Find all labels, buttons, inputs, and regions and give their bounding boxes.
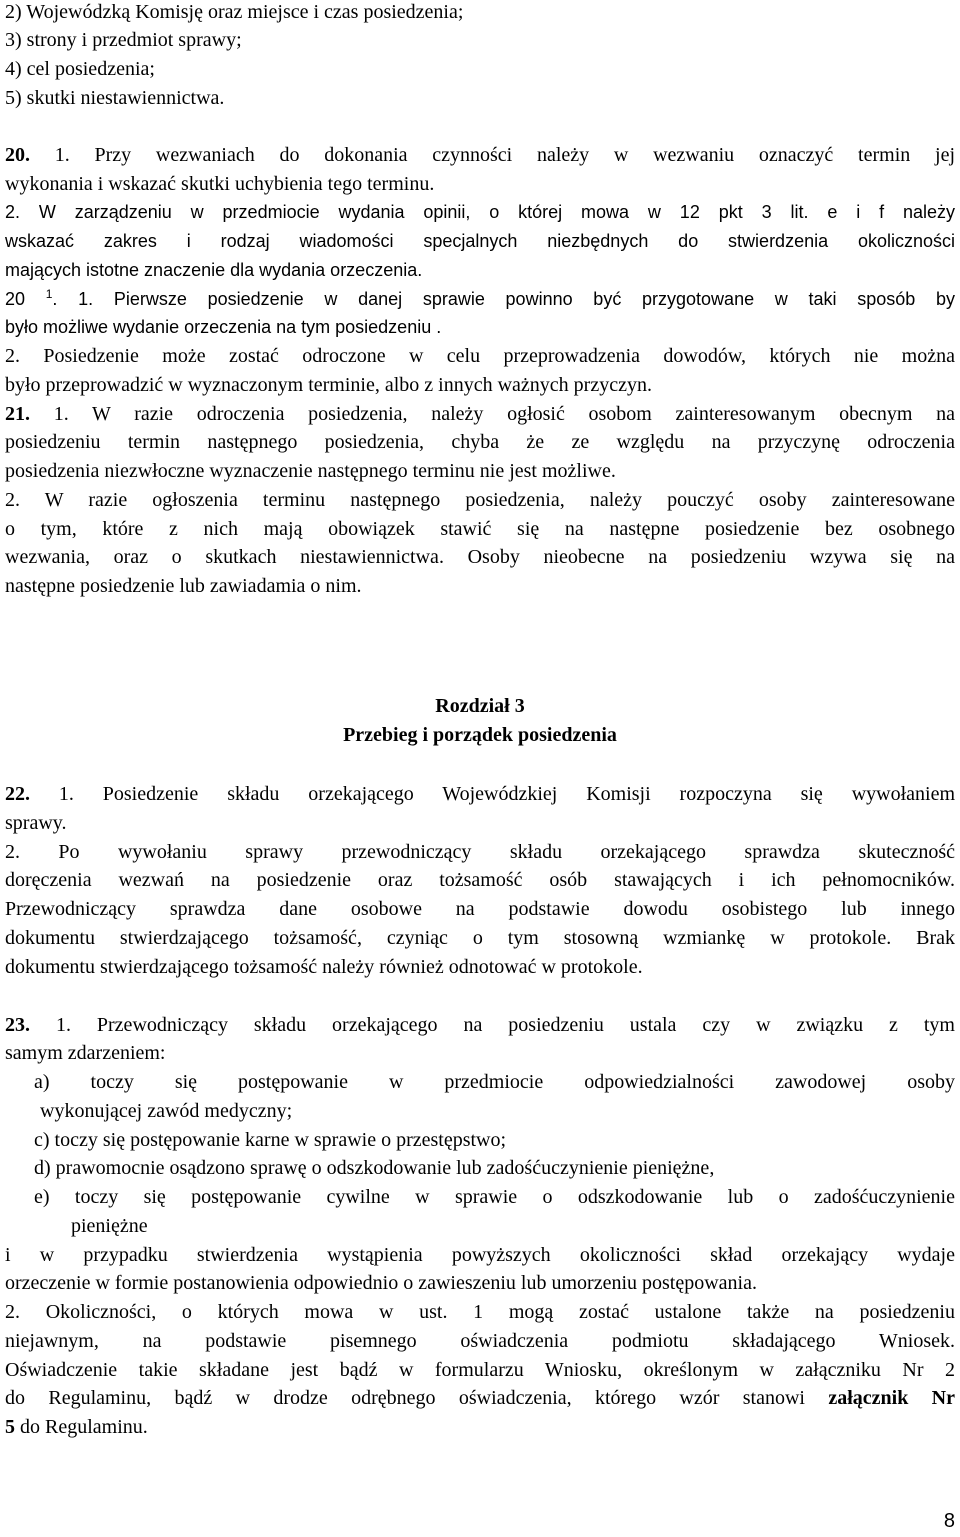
paragraph-line: Przewodniczący sprawdza dane osobowe na podstawie dowodu osobistego lub innego	[5, 898, 955, 920]
paragraph-line: doręczenia wezwań na posiedzenie oraz tożsamość osób stawających i ich pełnomocników.	[5, 869, 955, 891]
paragraph-line: posiedzeniu termin następnego posiedzenia, chyba że ze względu na przyczynę odroczenia	[5, 431, 955, 453]
paragraph-line: dokumentu stwierdzającego tożsamość, czyniąc o tym stosowną wzmiankę w protokole. Brak	[5, 927, 955, 949]
list-item: wykonującej zawód medyczny;	[40, 1100, 293, 1122]
paragraph-line: 2. W razie ogłoszenia terminu następnego posiedzenia, należy pouczyć osoby zainteresowane	[5, 489, 955, 511]
paragraph-line: 20. 1. Przy wezwaniach do dokonania czynności należy w wezwaniu oznaczyć termin jej	[5, 144, 955, 166]
paragraph-line: wykonania i wskazać skutki uchybienia tego terminu.	[5, 173, 435, 195]
list-item: a) toczy się postępowanie w przedmiocie odpowiedzialności zawodowej osoby	[34, 1071, 955, 1093]
paragraph-line: było możliwe wydanie orzeczenia na tym posiedzeniu .	[5, 317, 442, 337]
paragraph-line: dokumentu stwierdzającego tożsamość należy również odnotować w protokole.	[5, 956, 643, 978]
paragraph-line: następne posiedzenie lub zawiadamia o nim.	[5, 575, 362, 597]
paragraph-line: do Regulaminu, bądź w drodze odrębnego oświadczenia, którego wzór stanowi załącznik Nr	[5, 1387, 955, 1409]
section-number: 21.	[5, 403, 54, 425]
paragraph-line: mających istotne znaczenie dla wydania orzeczenia.	[5, 260, 423, 280]
section-number: 20	[5, 289, 46, 309]
section-superscript: 1	[45, 287, 53, 301]
page-number: 8	[943, 1510, 955, 1532]
paragraph-line: 2. Okoliczności, o których mowa w ust. 1 mogą zostać ustalone także na posiedzeniu	[5, 1301, 955, 1323]
list-item: 4) cel posiedzenia;	[5, 58, 155, 80]
attachment-reference: 5	[5, 1416, 15, 1438]
paragraph-line: 2. Posiedzenie może zostać odroczone w celu przeprowadzenia dowodów, których nie można	[5, 345, 955, 367]
list-item: 3) strony i przedmiot sprawy;	[5, 29, 242, 51]
chapter-subtitle: Przebieg i porządek posiedzenia	[343, 724, 617, 746]
paragraph-line: 22. 1. Posiedzenie składu orzekającego Wojewódzkiej Komisji rozpoczyna się wywołaniem	[5, 783, 956, 805]
paragraph-line: 2. Po wywołaniu sprawy przewodniczący składu orzekającego sprawdza skuteczność	[5, 841, 955, 863]
paragraph-line: 23. 1. Przewodniczący składu orzekającego na posiedzeniu ustala czy w związku z tym	[5, 1014, 955, 1036]
paragraph-line: wezwania, oraz o skutkach niestawiennictwa. Osoby nieobecne na posiedzeniu wzywa się na	[5, 546, 955, 568]
paragraph-line: 2. W zarządzeniu w przedmiocie wydania opinii, o której mowa w 12 pkt 3 lit. e i f należy	[5, 202, 955, 222]
paragraph-line: 20 $^1$. 1. Pierwsze posiedzenie w danej sprawie powinno być przygotowane w taki sposób by	[5, 287, 955, 309]
paragraph-line: niejawnym, na podstawie pisemnego oświadczenia podmiotu składającego Wniosek.	[5, 1330, 955, 1352]
list-item: 5) skutki niestawiennictwa.	[5, 87, 225, 109]
section-number: 23.	[5, 1014, 56, 1036]
paragraph-line: sprawy.	[5, 812, 67, 834]
list-item: 2) Wojewódzką Komisję oraz miejsce i czas posiedzenia;	[5, 1, 464, 23]
paragraph-line: 21. 1. W razie odroczenia posiedzenia, należy ogłosić osobom zainteresowanym obecnym na	[5, 403, 956, 425]
paragraph-line: i w przypadku stwierdzenia wystąpienia powyższych okoliczności skład orzekający wydaje	[5, 1244, 955, 1266]
list-item: pieniężne	[71, 1215, 148, 1237]
paragraph-line: orzeczenie w formie postanowienia odpowiednio o zawieszeniu lub umorzeniu postępowania.	[5, 1272, 757, 1294]
section-number: 22.	[5, 783, 59, 805]
paragraph-line: o tym, które z nich mają obowiązek stawić się na następne posiedzenie bez osobnego	[5, 518, 955, 540]
paragraph-line: posiedzenia niezwłoczne wyznaczenie następnego terminu nie jest możliwe.	[5, 460, 616, 482]
attachment-reference: załącznik Nr	[828, 1387, 955, 1409]
list-item: d) prawomocnie osądzono sprawę o odszkodowanie lub zadośćuczynienie pieniężne,	[34, 1157, 715, 1179]
paragraph-line: było przeprowadzić w wyznaczonym terminie, albo z innych ważnych przyczyn.	[5, 374, 652, 396]
chapter-title: Rozdział 3	[435, 695, 525, 717]
paragraph-line: samym zdarzeniem:	[5, 1042, 166, 1064]
list-item: e) toczy się postępowanie cywilne w sprawie o odszkodowanie lub o zadośćuczynienie	[34, 1186, 955, 1208]
paragraph-line: wskazać zakres i rodzaj wiadomości specjalnych niezbędnych do stwierdzenia okoliczności	[5, 231, 955, 251]
paragraph-line: Oświadczenie takie składane jest bądź w formularzu Wniosku, określonym w załączniku Nr 2	[5, 1359, 955, 1381]
section-number: 20.	[5, 144, 55, 166]
paragraph-line: 5 do Regulaminu.	[5, 1416, 148, 1438]
list-item: c) toczy się postępowanie karne w sprawie o przestępstwo;	[34, 1129, 507, 1151]
